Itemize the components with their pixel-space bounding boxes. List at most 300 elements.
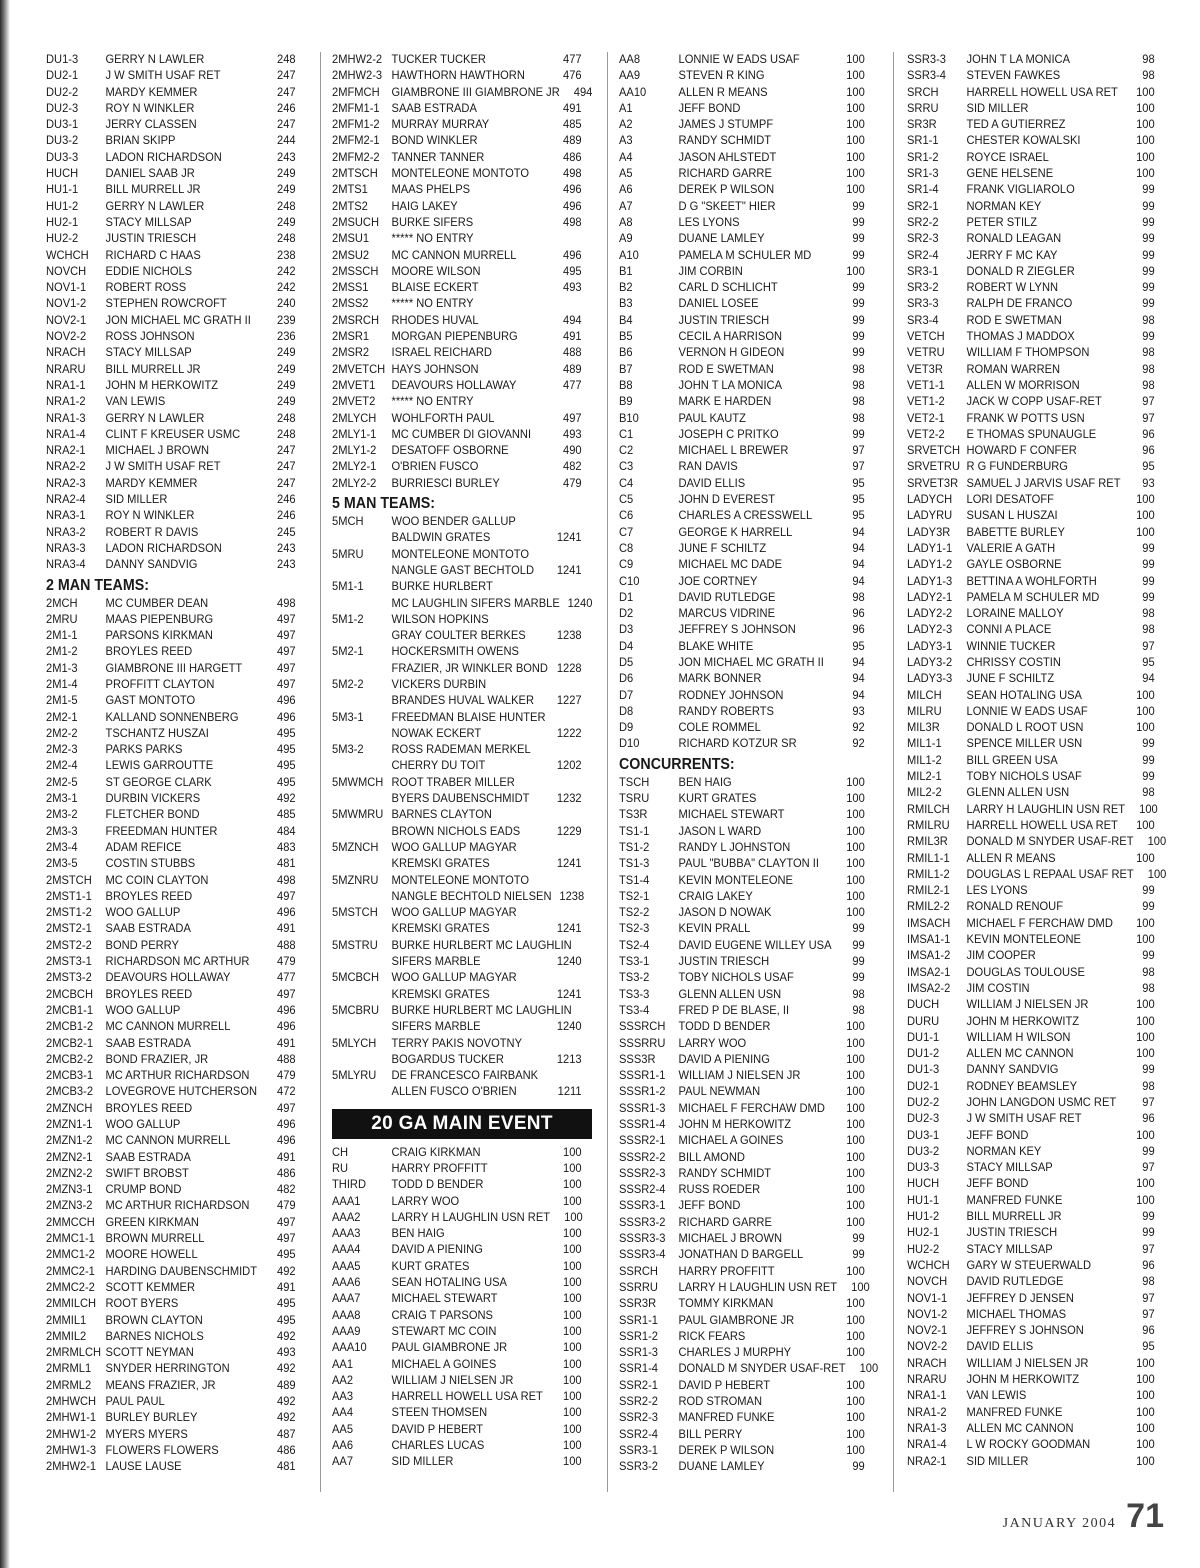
class-code: LADY2-2 <box>907 607 953 621</box>
score: 100 <box>1136 1177 1155 1191</box>
team-line <box>332 807 582 823</box>
result-row <box>907 508 1155 524</box>
shooter-name: JEFFREY D JENSEN <box>966 1291 1074 1305</box>
class-code: 5MCBRU <box>332 1003 380 1017</box>
score: 497 <box>277 1101 296 1115</box>
class-code: A8 <box>619 215 633 229</box>
score: 489 <box>277 1378 296 1392</box>
result-row <box>619 1313 865 1329</box>
class-code: CH <box>332 1145 349 1159</box>
result-row <box>332 476 582 492</box>
score: 100 <box>846 857 865 871</box>
score: 1241 <box>556 563 582 577</box>
score: 100 <box>563 1178 582 1192</box>
class-code: 2MRML1 <box>46 1362 92 1376</box>
score: 99 <box>1142 248 1155 262</box>
shooter-name: MC CANNON MURRELL <box>105 1134 231 1148</box>
class-code: HU1-1 <box>907 1193 940 1207</box>
result-row <box>46 775 296 791</box>
score: 99 <box>1142 541 1155 555</box>
score: 94 <box>852 574 865 588</box>
result-row <box>332 1161 582 1177</box>
score: 99 <box>1142 574 1155 588</box>
class-code: 2MCH <box>46 596 78 610</box>
result-row <box>46 1361 296 1377</box>
result-row <box>46 889 296 905</box>
score: 100 <box>846 1101 865 1115</box>
class-code: D6 <box>619 672 634 686</box>
class-code: 2MTSCH <box>332 167 378 181</box>
class-code: SSSR3-4 <box>619 1248 666 1262</box>
score: 99 <box>1142 884 1155 898</box>
class-code: DURU <box>907 1014 940 1028</box>
shooter-name: KEVIN PRALL <box>678 922 751 936</box>
result-row <box>907 1372 1155 1388</box>
score: 1222 <box>556 726 582 740</box>
result-row <box>332 215 582 231</box>
score: 100 <box>563 1292 582 1306</box>
result-row <box>46 873 296 889</box>
score: 98 <box>1142 981 1155 995</box>
class-code: DU2-2 <box>907 1096 940 1109</box>
shooter-name: GENE HELSENE <box>966 167 1054 181</box>
class-code: RMIL3R <box>907 835 948 849</box>
class-code: VETRU <box>907 346 945 360</box>
class-code: LADY3-1 <box>907 639 953 653</box>
class-code: AAA2 <box>332 1210 361 1224</box>
result-row <box>332 52 582 68</box>
shooter-name: MYERS MYERS <box>105 1427 188 1441</box>
team-names: NOWAK ECKERT <box>391 726 482 740</box>
class-code: 2MZN1-1 <box>46 1118 93 1131</box>
class-code: 2MLYCH <box>332 411 377 425</box>
shooter-name: HAWTHORN HAWTHORN <box>391 69 525 83</box>
shooter-name: HARRELL HOWELL USA RET <box>391 1390 543 1404</box>
score: 485 <box>277 808 296 822</box>
result-row <box>907 851 1155 867</box>
result-row <box>619 345 865 361</box>
class-code: NOV2-1 <box>907 1324 948 1338</box>
result-row <box>46 182 296 198</box>
shooter-name: MAAS PIEPENBURG <box>105 612 214 626</box>
team-names: ALLEN FUSCO O'BRIEN <box>391 1085 517 1099</box>
result-row <box>619 704 865 720</box>
class-code: 2M1-1 <box>46 629 78 643</box>
class-code: SSSRCH <box>619 1020 666 1034</box>
result-row <box>619 688 865 704</box>
team-line <box>332 938 582 954</box>
result-row <box>332 1242 582 1258</box>
team-line <box>332 775 582 791</box>
shooter-name: PROFFITT CLAYTON <box>105 677 215 691</box>
result-row <box>46 840 296 856</box>
score: 99 <box>852 971 865 985</box>
class-code: SSSR1-4 <box>619 1118 666 1131</box>
result-row <box>619 150 865 166</box>
shooter-name: RONALD LEAGAN <box>966 232 1062 246</box>
result-row <box>332 1405 582 1421</box>
class-code: 2MFM1-2 <box>332 118 380 132</box>
result-row <box>46 791 296 807</box>
team-names: WOO GALLUP MAGYAR <box>391 906 517 920</box>
score: 99 <box>852 232 865 246</box>
result-row <box>46 1264 296 1280</box>
shooter-name: MC ARTHUR RICHARDSON <box>105 1069 250 1083</box>
class-code: D3 <box>619 623 634 637</box>
score: 99 <box>1142 590 1155 604</box>
shooter-name: CLINT F KREUSER USMC <box>105 427 241 441</box>
class-code: VETCH <box>907 330 945 344</box>
score: 100 <box>563 1357 582 1371</box>
shooter-name: SAMUEL J JARVIS USAF RET <box>966 476 1121 490</box>
class-code: C9 <box>619 558 634 572</box>
result-row <box>907 378 1155 394</box>
score: 98 <box>1142 1079 1155 1093</box>
shooter-name: JUSTIN TRIESCH <box>966 1226 1058 1240</box>
shooter-name: RAN DAVIS <box>678 460 738 474</box>
score: 100 <box>846 873 865 887</box>
result-row <box>907 557 1155 573</box>
result-row <box>46 280 296 296</box>
team-entry <box>332 677 592 710</box>
score: 99 <box>1142 215 1155 229</box>
shooter-name: RICHARD GARRE <box>678 1215 772 1229</box>
shooter-name: WILLIAM J NIELSEN JR <box>966 1356 1089 1370</box>
class-code: NRA1-3 <box>46 411 86 425</box>
result-row <box>46 1296 296 1312</box>
class-code: 5MSTCH <box>332 906 378 920</box>
class-code: NOV1-2 <box>46 297 87 311</box>
shooter-name: MOORE HOWELL <box>105 1248 198 1262</box>
class-code: TS3-3 <box>619 987 650 1001</box>
score: 100 <box>1136 721 1155 735</box>
result-row <box>46 677 296 693</box>
shooter-name: KEVIN MONTELEONE <box>966 933 1081 947</box>
class-code: LADY3-2 <box>907 655 953 669</box>
score: 1241 <box>556 922 582 936</box>
score: 97 <box>1142 411 1155 425</box>
shooter-name: TED A GUTIERREZ <box>966 118 1066 132</box>
shooter-name: TOMMY KIRKMAN <box>678 1297 774 1311</box>
result-row <box>619 987 865 1003</box>
result-row <box>46 427 296 443</box>
score: 495 <box>277 759 296 773</box>
result-row <box>46 1231 296 1247</box>
shooter-name: BLAISE ECKERT <box>391 281 479 295</box>
result-row <box>46 987 296 1003</box>
class-code: 2M3-5 <box>46 857 78 871</box>
class-code: B4 <box>619 313 633 327</box>
class-code: DU1-1 <box>907 1030 940 1044</box>
class-code: AAA5 <box>332 1259 361 1273</box>
class-code: VET1-2 <box>907 395 945 409</box>
class-code: NRA2-1 <box>46 444 86 458</box>
class-code: SSSR3-1 <box>619 1199 666 1213</box>
shooter-name: RICHARD KOTZUR SR <box>678 737 797 751</box>
score: 100 <box>1147 867 1167 881</box>
result-row <box>46 726 296 742</box>
shooter-name: BRIAN SKIPP <box>105 134 176 148</box>
result-row <box>46 1280 296 1296</box>
shooter-name: GIAMBRONE III HARGETT <box>105 661 243 675</box>
score: 100 <box>846 1411 865 1425</box>
score: 497 <box>277 677 296 691</box>
result-row <box>619 280 865 296</box>
shooter-name: JONATHAN D BARGELL <box>678 1248 804 1262</box>
shooter-name: DEAVOURS HOLLAWAY <box>105 971 231 985</box>
result-row <box>907 1111 1155 1127</box>
shooter-name: MOORE WILSON <box>391 264 481 278</box>
class-code: 5MSTRU <box>332 938 378 952</box>
score: 100 <box>1136 851 1155 865</box>
shooter-name: EDDIE NICHOLS <box>105 264 193 278</box>
result-row <box>907 231 1155 247</box>
shooter-name: MONTELEONE MONTOTO <box>391 167 530 181</box>
score: 491 <box>563 101 582 115</box>
shooter-name: BROYLES REED <box>105 1101 193 1115</box>
score: 98 <box>1142 362 1155 376</box>
class-code: NRA1-4 <box>907 1438 947 1452</box>
class-code: AA10 <box>619 85 647 99</box>
class-code: SSSRRU <box>619 1036 666 1050</box>
result-row <box>619 362 865 378</box>
result-row <box>332 1226 582 1242</box>
team-line <box>332 693 582 709</box>
class-code: SSSR1-2 <box>619 1085 666 1099</box>
score: 99 <box>1142 199 1155 213</box>
result-row <box>619 492 865 508</box>
class-code: NRA1-3 <box>907 1421 947 1435</box>
score: 96 <box>1142 427 1155 441</box>
team-line <box>332 791 582 807</box>
score: 495 <box>277 726 296 740</box>
score: 100 <box>846 1264 865 1278</box>
shooter-name: DEREK P WILSON <box>678 183 775 197</box>
class-code: RMILCH <box>907 802 950 816</box>
team-line <box>332 970 582 986</box>
score: 246 <box>277 509 296 523</box>
class-code: SRVETRU <box>907 460 960 474</box>
score: 98 <box>1142 69 1155 83</box>
shooter-name: PAMELA M SCHULER MD <box>966 590 1100 604</box>
result-row <box>907 753 1155 769</box>
shooter-name: WILLIAM J NIELSEN JR <box>966 998 1089 1012</box>
class-code: 5MLYRU <box>332 1069 377 1083</box>
result-row <box>332 1177 582 1193</box>
shooter-name: MARK E HARDEN <box>678 395 772 409</box>
result-row <box>907 525 1155 541</box>
score: 99 <box>852 215 865 229</box>
score: 1227 <box>556 694 582 708</box>
team-entry <box>332 873 592 906</box>
result-row <box>619 378 865 394</box>
team-names: MC LAUGHLIN SIFERS MARBLE <box>391 596 560 610</box>
result-row <box>46 693 296 709</box>
score: 100 <box>846 1443 865 1457</box>
score: 496 <box>277 906 296 920</box>
score: 244 <box>277 134 296 148</box>
score: 246 <box>277 493 296 507</box>
class-code: SRVETCH <box>907 444 960 458</box>
class-code: 5M2-1 <box>332 645 364 659</box>
class-code: 2MLY1-2 <box>332 444 377 458</box>
result-row <box>619 182 865 198</box>
result-row <box>619 1296 865 1312</box>
class-code: SSR1-4 <box>619 1362 658 1376</box>
shooter-name: MURRAY MURRAY <box>391 118 490 132</box>
shooter-name: GREEN KIRKMAN <box>105 1215 199 1229</box>
shooter-name: PAUL PAUL <box>105 1395 165 1409</box>
result-row <box>46 264 296 280</box>
result-row <box>46 921 296 937</box>
shooter-name: DEAVOURS HOLLAWAY <box>391 378 517 392</box>
class-code: TS1-1 <box>619 824 650 838</box>
score: 247 <box>277 460 296 474</box>
score: 100 <box>846 134 865 148</box>
shooter-name: SID MILLER <box>966 101 1029 115</box>
team-names: NANGLE GAST BECHTOLD <box>391 563 534 577</box>
team-line <box>332 661 582 677</box>
shooter-name: FRANK W POTTS USN <box>966 411 1085 425</box>
class-code: AA8 <box>619 53 641 66</box>
class-code: 2MST2-1 <box>46 922 92 936</box>
score: 100 <box>1136 1438 1155 1452</box>
result-row <box>619 508 865 524</box>
result-row <box>619 199 865 215</box>
result-row <box>619 1280 870 1296</box>
score: 95 <box>852 476 865 490</box>
score: 99 <box>1142 737 1155 751</box>
shooter-name: MANFRED FUNKE <box>966 1405 1063 1419</box>
score: 100 <box>846 264 865 278</box>
score: 100 <box>563 1162 582 1175</box>
class-code: 2MLY1-1 <box>332 427 377 441</box>
team-names: BRANDES HUVAL WALKER <box>391 694 534 708</box>
team-names: WILSON HOPKINS <box>391 612 489 626</box>
shooter-name: LEWIS GARROUTTE <box>105 759 214 773</box>
team-line <box>332 987 582 1003</box>
team-line <box>332 628 582 644</box>
class-code: AA3 <box>332 1390 354 1404</box>
result-row <box>332 1438 582 1454</box>
result-row <box>332 1194 582 1210</box>
shooter-name: HARRY PROFFITT <box>391 1162 488 1175</box>
shooter-name: LONNIE W EADS USAF <box>966 704 1088 718</box>
shooter-name: JIM CORBIN <box>678 264 743 278</box>
score: 100 <box>563 1373 582 1387</box>
class-code: DU3-2 <box>46 134 79 148</box>
result-row <box>619 970 865 986</box>
class-code: A2 <box>619 118 633 132</box>
shooter-name: JAMES J STUMPF <box>678 118 774 132</box>
score: 98 <box>852 1003 865 1017</box>
score: 97 <box>1142 1291 1155 1305</box>
score: 96 <box>1142 1324 1155 1338</box>
score: 94 <box>852 655 865 669</box>
class-code: NOV1-1 <box>907 1291 948 1305</box>
score: 100 <box>1136 1373 1155 1387</box>
team-names: HOCKERSMITH OWENS <box>391 645 519 659</box>
shooter-name: BILL GREEN USA <box>966 753 1058 767</box>
result-row <box>907 133 1155 149</box>
score-blank <box>549 775 582 791</box>
class-code: 2M1-3 <box>46 661 78 675</box>
shooter-name: SWIFT BROBST <box>105 1166 189 1180</box>
score: 496 <box>277 1134 296 1148</box>
shooter-name: RUSS ROEDER <box>678 1183 761 1197</box>
shooter-name: JOE CORTNEY <box>678 574 758 588</box>
class-code: 5MLYCH <box>332 1036 377 1050</box>
class-code: TS1-4 <box>619 873 650 887</box>
class-code: SSSR2-2 <box>619 1150 666 1164</box>
class-code: TS2-4 <box>619 938 650 952</box>
shooter-name: BROYLES REED <box>105 889 193 903</box>
shooter-name: CRAIG KIRKMAN <box>391 1145 481 1159</box>
team-names: BALDWIN GRATES <box>391 531 491 545</box>
shooter-name: JOHN T LA MONICA <box>678 378 783 392</box>
score: 100 <box>563 1422 582 1436</box>
result-row <box>619 1166 865 1182</box>
shooter-name: DEREK P WILSON <box>678 1443 775 1457</box>
results-column-1 <box>46 52 306 1476</box>
team-names: BYERS DAUBENSCHMIDT <box>391 792 530 806</box>
score: 100 <box>846 1150 865 1164</box>
class-code: 2MCB2-1 <box>46 1036 94 1050</box>
score: 1229 <box>556 824 582 838</box>
team-names: FREEDMAN BLAISE HUNTER <box>391 710 546 724</box>
shooter-name: SUSAN L HUSZAI <box>966 509 1058 523</box>
shooter-name: R G FUNDERBURG <box>966 460 1068 474</box>
result-row <box>907 785 1155 801</box>
shooter-name: WOHLFORTH PAUL <box>391 411 495 425</box>
class-code: 2MVETCH <box>332 362 386 376</box>
result-row <box>332 1357 582 1373</box>
class-code: SR3R <box>907 118 937 132</box>
result-row <box>619 525 865 541</box>
team-line <box>332 677 582 693</box>
shooter-name: VALERIE A GATH <box>966 541 1056 555</box>
result-row <box>907 1079 1155 1095</box>
result-row <box>619 873 865 889</box>
score: 100 <box>846 840 865 854</box>
result-row <box>619 1410 865 1426</box>
team-entry <box>332 1068 592 1101</box>
result-row <box>907 1339 1155 1355</box>
team-line <box>332 579 582 595</box>
score: 242 <box>277 281 296 295</box>
class-code: A10 <box>619 248 639 262</box>
class-code: 2MVET2 <box>332 395 376 409</box>
score: 98 <box>852 378 865 392</box>
score <box>549 394 582 410</box>
team-line <box>332 1052 582 1068</box>
result-row <box>619 541 865 557</box>
score: 97 <box>852 460 865 474</box>
score: 489 <box>563 362 582 376</box>
result-row <box>907 1274 1155 1290</box>
shooter-name: TSCHANTZ HUSZAI <box>105 726 209 740</box>
class-code: HUCH <box>907 1177 940 1191</box>
team-names: SIFERS MARBLE <box>391 955 481 969</box>
shooter-name: ROD E SWETMAN <box>678 362 774 376</box>
result-row <box>907 1242 1155 1258</box>
result-row <box>907 965 1155 981</box>
class-code: LADY1-1 <box>907 541 953 555</box>
shooter-name: MANFRED FUNKE <box>966 1193 1063 1207</box>
result-row <box>332 264 582 280</box>
shooter-name: HOWARD F CONFER <box>966 444 1077 458</box>
result-row <box>619 1182 865 1198</box>
